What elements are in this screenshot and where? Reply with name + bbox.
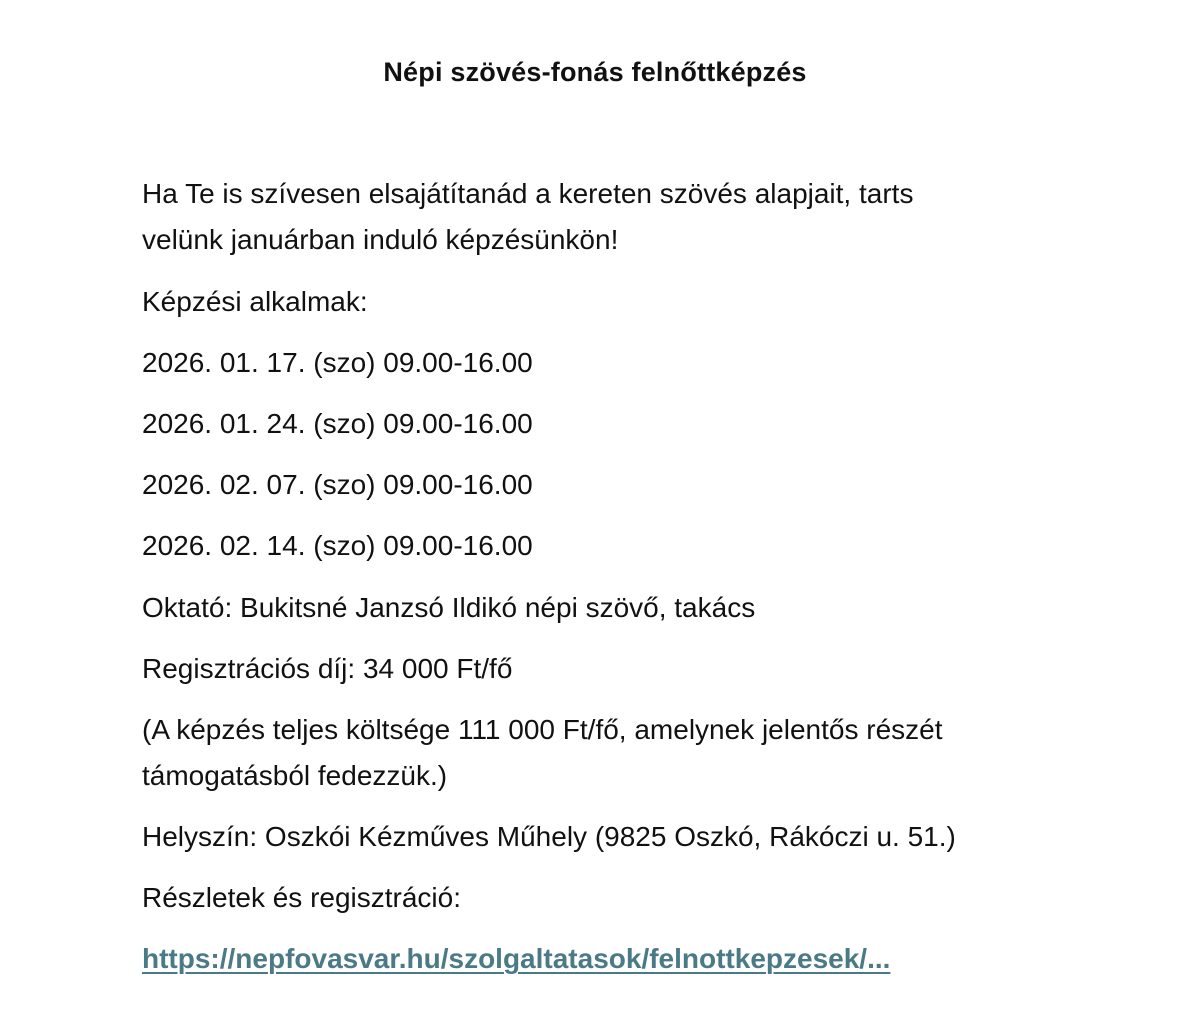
page-title: Népi szövés-fonás felnőttképzés xyxy=(383,57,807,87)
details-link[interactable]: https://nepfovasvar.hu/szolgaltatasok/felnottkepzesek/... xyxy=(142,943,891,974)
details-label: Részletek és regisztráció: xyxy=(142,882,462,913)
session-item: 2026. 02. 14. (szo) 09.00-16.00 xyxy=(142,530,533,561)
location-line: Helyszín: Oszkói Kézműves Műhely (9825 Oszkó, Rákóczi u. 51.) xyxy=(142,821,956,852)
cost-note-line-2: támogatásból fedezzük.) xyxy=(142,760,448,791)
intro-line-1: Ha Te is szívesen elsajátítanád a kereten szövés alapjait, tarts xyxy=(142,178,914,209)
intro-line-2: velünk januárban induló képzésünkön! xyxy=(142,224,619,255)
session-item: 2026. 02. 07. (szo) 09.00-16.00 xyxy=(142,469,533,500)
cost-note-line-1: (A képzés teljes költsége 111 000 Ft/fő, amelynek jelentős részét xyxy=(142,714,943,745)
instructor-line: Oktató: Bukitsné Janzsó Ildikó népi szövő, takács xyxy=(142,592,756,623)
sessions-heading: Képzési alkalmak: xyxy=(142,286,368,317)
session-item: 2026. 01. 17. (szo) 09.00-16.00 xyxy=(142,347,533,378)
fee-line: Regisztrációs díj: 34 000 Ft/fő xyxy=(142,653,513,684)
session-item: 2026. 01. 24. (szo) 09.00-16.00 xyxy=(142,408,533,439)
